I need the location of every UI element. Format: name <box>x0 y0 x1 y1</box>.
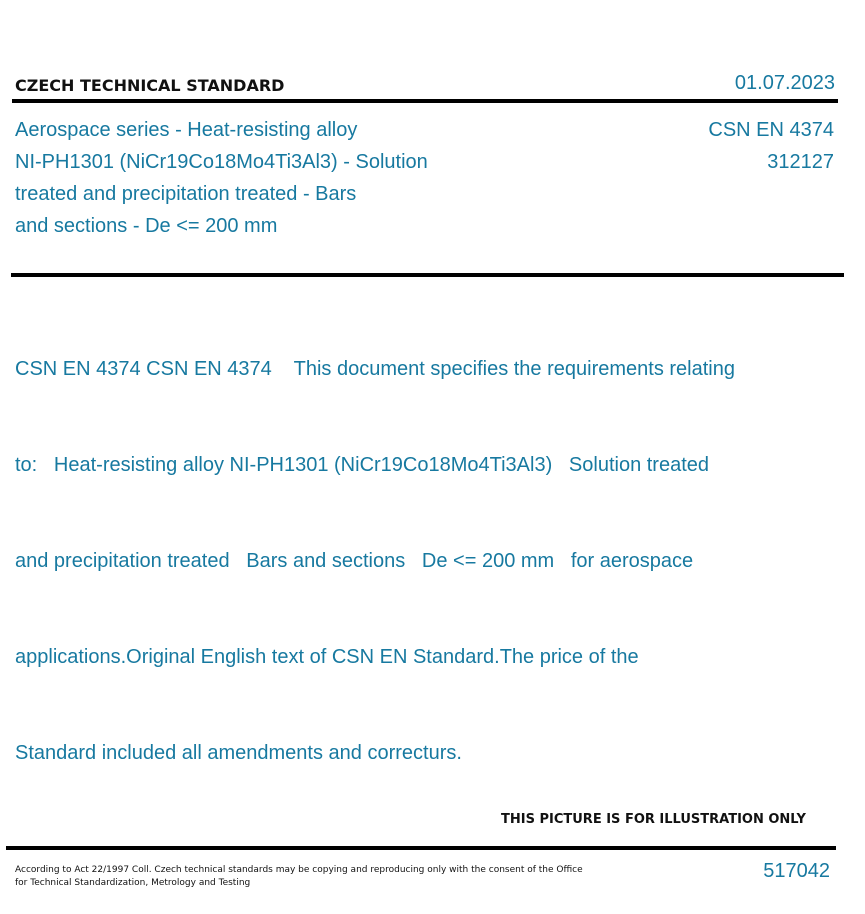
document-type-label: CZECH TECHNICAL STANDARD <box>15 76 285 95</box>
description-line: Standard included all amendments and correcturs. <box>15 742 462 764</box>
catalog-number: 312127 <box>767 151 834 173</box>
footer-divider <box>6 846 836 850</box>
standard-description <box>15 289 815 801</box>
document-number: 517042 <box>763 860 830 882</box>
title-divider <box>11 273 844 277</box>
copyright-note <box>15 864 595 890</box>
title-line: and sections - De <= 200 mm <box>15 215 278 237</box>
title-line: NI-PH1301 (NiCr19Co18Mo4Ti3Al3) - Solution <box>15 151 428 173</box>
description-line: CSN EN 4374 CSN EN 4374 This document specifies the requirements relating <box>15 358 735 380</box>
illustration-disclaimer: THIS PICTURE IS FOR ILLUSTRATION ONLY <box>501 812 806 827</box>
description-line: applications.Original English text of CSN EN Standard.The price of the <box>15 646 639 668</box>
header-divider <box>12 99 838 103</box>
copyright-line: According to Act 22/1997 Coll. Czech technical standards may be copying and reproducing only with the consent of the Office <box>15 865 583 875</box>
description-line: and precipitation treated Bars and sections De <= 200 mm for aerospace <box>15 550 694 572</box>
title-line: Aerospace series - Heat-resisting alloy <box>15 119 358 141</box>
standard-code: CSN EN 4374 <box>708 119 834 141</box>
standard-codes <box>708 114 834 178</box>
publication-date: 01.07.2023 <box>734 72 835 94</box>
title-line: treated and precipitation treated - Bars <box>15 183 357 205</box>
description-line: to: Heat-resisting alloy NI-PH1301 (NiCr19Co18Mo4Ti3Al3) Solution treated <box>15 454 710 476</box>
standard-title <box>15 114 485 242</box>
copyright-line: for Technical Standardization, Metrology and Testing <box>15 878 251 888</box>
